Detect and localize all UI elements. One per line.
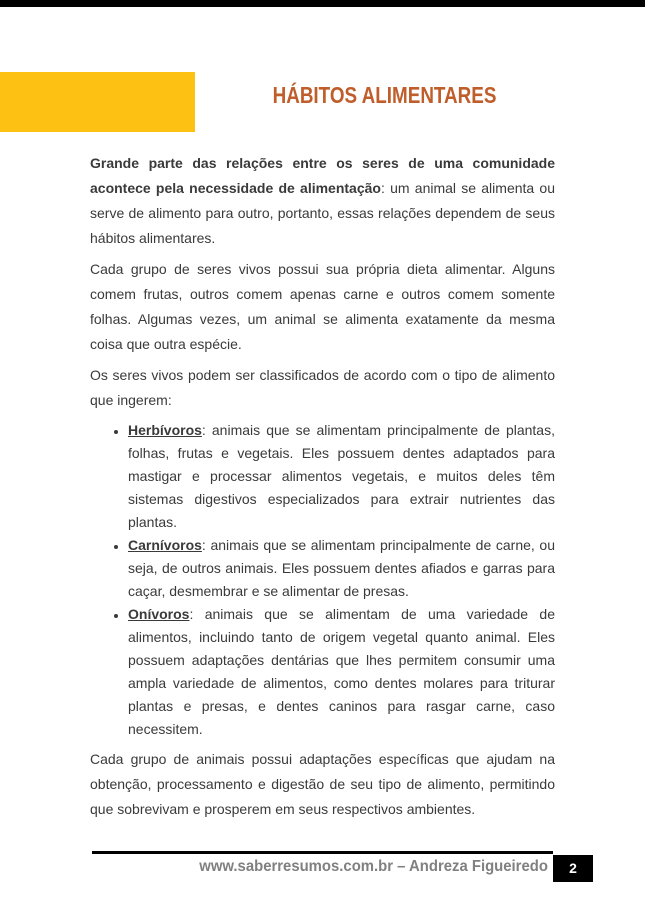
header	[195, 82, 575, 109]
paragraph-classification: Os seres vivos podem ser classificados de acordo com o tipo de alimento que ingerem:	[90, 367, 555, 408]
page-title: HÁBITOS ALIMENTARES	[273, 82, 497, 108]
paragraph-intro	[90, 151, 555, 251]
paragraph-diet: Cada grupo de seres vivos possui sua própria dieta alimentar. Alguns comem frutas, outros comem apenas carne e outros comem somente folhas. Algumas vezes, um animal se alimenta exatamente da mesma coisa que outra espécie.	[90, 261, 555, 352]
page-number-badge: 2	[553, 855, 593, 882]
term-omnivores: Onívoros	[128, 606, 190, 622]
list-item-omnivores-text: : animais que se alimentam de uma variedade de alimentos, incluindo tanto de origem vegetal quanto animal. Eles possuem adaptações dentárias que lhes permitem consumir uma ampla variedade de alimentos, como dentes molares para triturar plantas e presas, e dentes caninos para rasgar carne, caso necessitem.	[128, 606, 555, 737]
term-herbivores: Herbívoros	[128, 422, 202, 438]
paragraph-adaptations: Cada grupo de animais possui adaptações específicas que ajudam na obtenção, processamento e digestão de seu tipo de alimento, permitindo que sobrevivam e prosperem em seus respectivos ambientes.	[90, 751, 555, 817]
term-carnivores: Carnívoros	[128, 537, 202, 553]
food-habits-list	[90, 419, 555, 741]
list-item-herbivores	[128, 419, 555, 534]
list-item-carnivores-text: : animais que se alimentam principalmente de carne, ou seja, de outros animais. Eles possuem dentes afiados e garras para caçar, desmembrar e se alimentar de presas.	[128, 537, 555, 599]
footer-credit: www.saberresumos.com.br – Andreza Figueiredo	[199, 858, 548, 875]
document-body	[90, 151, 555, 828]
list-item-carnivores	[128, 534, 555, 603]
footer-divider	[92, 851, 553, 854]
yellow-accent-block	[0, 72, 195, 132]
paragraph-intro-rest: : um animal se alimenta ou serve de alimento para outro, portanto, essas relações dependem de seus hábitos alimentares.	[90, 180, 555, 246]
list-item-omnivores	[128, 603, 555, 741]
list-item-herbivores-text: : animais que se alimentam principalmente de plantas, folhas, frutas e vegetais. Eles possuem dentes adaptados para mastigar e processar alimentos vegetais, e muitos deles têm sistemas digestivos especializados para extrair nutrientes das plantas.	[128, 422, 555, 530]
paragraph-intro-bold-lead: Grande parte das relações entre os seres de uma comunidade acontece pela necessidade de alimentação	[90, 155, 555, 196]
top-accent-bar	[0, 0, 645, 7]
